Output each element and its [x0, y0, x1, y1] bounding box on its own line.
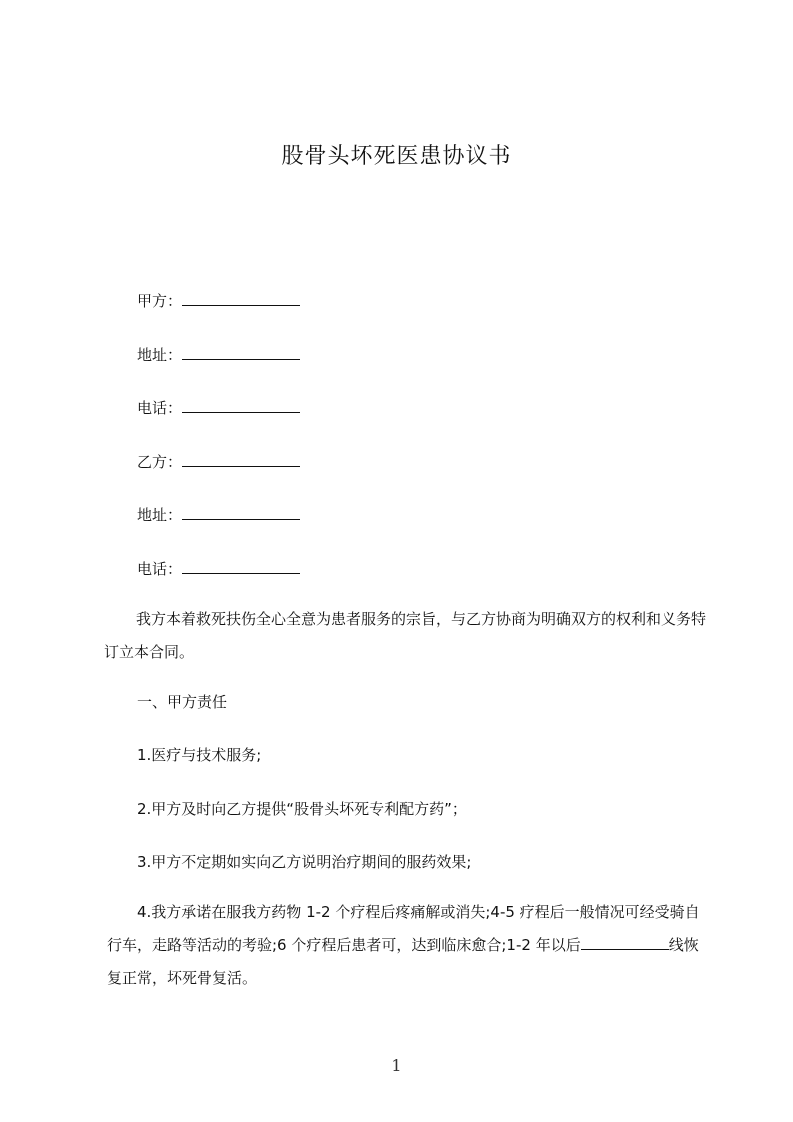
party-b-phone-field	[137, 559, 300, 579]
list-item: 2.甲方及时向乙方提供“股骨头坏死专利配方药”；	[137, 800, 467, 818]
field-label: 乙方：	[137, 453, 183, 471]
intro-paragraph: 我方本着救死扶伤全心全意为患者服务的宗旨，与乙方协商为明确双方的权利和义务特订立本合同。	[104, 610, 707, 661]
blank-line	[581, 935, 621, 950]
item-4-text-end: 线恢复正常，坏死骨复活。	[107, 936, 699, 987]
field-label: 地址：	[137, 506, 183, 524]
party-b-name-field	[137, 452, 300, 472]
field-label: 电话：	[137, 399, 183, 417]
party-a-address-field	[137, 345, 300, 365]
party-a-phone-field	[137, 398, 300, 418]
blank-line	[182, 505, 300, 520]
blank-line	[182, 559, 300, 574]
document-title: 股骨头坏死医患协议书	[281, 144, 512, 169]
blank-line	[182, 398, 300, 413]
blank-line	[621, 935, 669, 950]
page-number: 1	[391, 1056, 402, 1075]
item-4-text: 4.我方承诺在服我方药物 1-2 个疗程后疼痛解或消失;4-5 疗程后一般情况可经受骑自行车，走路等活动的考验;6 个疗程后患者可，达到临床愈合;1-2 年以后	[107, 903, 700, 954]
field-label: 甲方：	[137, 292, 183, 310]
field-label: 电话：	[137, 560, 183, 578]
party-b-address-field	[137, 505, 300, 525]
party-a-name-field	[137, 291, 300, 311]
list-item: 3.甲方不定期如实向乙方说明治疗期间的服药效果;	[137, 853, 472, 871]
blank-line	[182, 345, 300, 360]
blank-line	[182, 452, 300, 467]
blank-line	[182, 291, 300, 306]
list-item-4	[107, 896, 708, 995]
section-heading: 一、甲方责任	[137, 693, 228, 711]
list-item: 1.医疗与技术服务;	[137, 746, 262, 764]
field-label: 地址：	[137, 346, 183, 364]
